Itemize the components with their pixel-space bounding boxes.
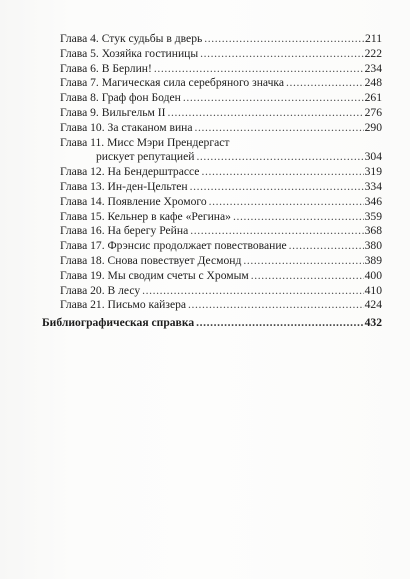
toc-entry (60, 298, 382, 313)
toc-entry-title: Глава 12. На Бендерштрассе (60, 165, 200, 179)
toc-entry (60, 121, 382, 136)
toc-entry-page: 346 (364, 194, 382, 208)
dot-leader (233, 210, 364, 225)
toc-entry (60, 269, 382, 284)
dot-leader (204, 32, 364, 47)
toc-entry-page: 248 (364, 76, 382, 90)
toc-entry-page: 211 (365, 32, 382, 45)
toc-entry-title: Глава 13. Ин-ден-Цельтен (60, 179, 188, 193)
dot-leader (154, 62, 364, 77)
toc-entry-page: 261 (364, 91, 382, 105)
toc-entry-title: Глава 16. На берегу Рейна (60, 224, 189, 238)
toc-entry (60, 32, 382, 47)
toc-entry (60, 76, 382, 91)
toc-entry-continuation (60, 150, 382, 165)
toc-entry-title: Глава 9. Вильгельм II (60, 105, 166, 119)
toc-entry-page: 359 (364, 209, 382, 223)
toc-entry-page: 424 (364, 298, 382, 312)
toc-entry-title: Библиографическая справка (42, 316, 195, 330)
toc-entry-page: 304 (364, 150, 382, 164)
dot-leader (289, 239, 364, 254)
toc-entry-title: Глава 21. Письмо кайзера (60, 298, 187, 312)
dot-leader (168, 106, 364, 121)
toc-entry-page: 400 (364, 268, 382, 282)
toc-entry-title: Глава 17. Фрэнсис продолжает повествование (60, 239, 287, 253)
toc-entry (60, 106, 382, 121)
toc-entry (60, 284, 382, 299)
toc-entry-title: Глава 15. Кельнер в кафе «Регина» (60, 209, 231, 223)
toc-entry-page: 368 (364, 224, 382, 238)
toc-entry-page: 276 (364, 105, 382, 119)
toc-entry-page: 410 (364, 283, 382, 297)
toc-entry (60, 47, 382, 62)
dot-leader (195, 121, 364, 136)
toc-entry-page: 222 (364, 46, 382, 60)
toc-entry (60, 136, 382, 151)
toc-entry-page: 319 (364, 165, 382, 179)
toc-entry-page: 432 (364, 316, 382, 330)
toc-entry-title: рискует репутацией (96, 150, 195, 164)
dot-leader (243, 254, 363, 269)
dot-leader (190, 224, 363, 239)
table-of-contents (42, 32, 382, 331)
toc-entry-title: Глава 10. За стаканом вина (60, 120, 193, 134)
toc-bibliography-entry (42, 316, 382, 331)
dot-leader (201, 165, 363, 180)
dot-leader (183, 91, 364, 106)
toc-entry-title: Глава 19. Мы сводим счеты с Хромым (60, 268, 249, 282)
toc-entry (60, 180, 382, 195)
toc-entry-title: Глава 20. В лесу (60, 283, 141, 297)
toc-entry (60, 224, 382, 239)
dot-leader (142, 284, 363, 299)
toc-entry-page: 290 (364, 120, 382, 134)
toc-entry (60, 254, 382, 269)
toc-entry-page: 380 (364, 239, 382, 253)
dot-leader (190, 180, 364, 195)
toc-entry-page: 334 (364, 179, 382, 193)
toc-entry (60, 239, 382, 254)
toc-entry-title: Глава 18. Снова повествует Десмонд (60, 253, 242, 267)
toc-entry-title: Глава 7. Магическая сила серебряного значка (60, 76, 285, 90)
toc-entry-title: Глава 14. Появление Хромого (60, 194, 207, 208)
dot-leader (188, 298, 364, 313)
dot-leader (286, 76, 364, 91)
dot-leader (200, 47, 363, 62)
toc-entry-page: 234 (364, 61, 382, 75)
toc-entry (60, 62, 382, 77)
toc-entry (60, 210, 382, 225)
dot-leader (196, 150, 363, 165)
toc-entry-page: 389 (364, 253, 382, 267)
toc-entry-title: Глава 11. Мисс Мэри Прендергаст (60, 135, 230, 149)
toc-entry-title: Глава 8. Граф фон Боден (60, 91, 181, 105)
toc-entry (60, 91, 382, 106)
toc-entry-title: Глава 4. Стук судьбы в дверь (60, 32, 203, 45)
dot-leader (251, 269, 364, 284)
toc-entry (60, 195, 382, 210)
toc-entry (60, 165, 382, 180)
toc-entry-title: Глава 6. В Берлин! (60, 61, 152, 75)
toc-entry-title: Глава 5. Хозяйка гостиницы (60, 46, 199, 60)
dot-leader (209, 195, 364, 210)
dot-leader (196, 316, 363, 331)
